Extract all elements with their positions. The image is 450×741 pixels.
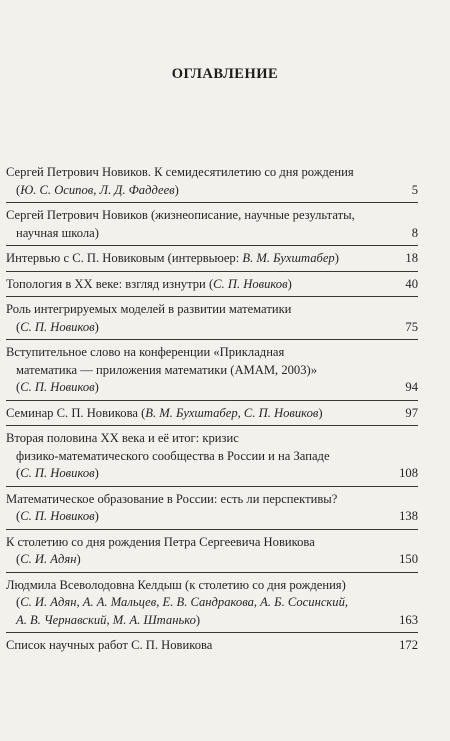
toc-entry[interactable] (6, 577, 418, 630)
toc-entry[interactable] (6, 637, 418, 655)
divider (6, 400, 418, 401)
toc-entry-continuation (6, 612, 378, 630)
toc-entry-continuation (6, 448, 378, 466)
toc-entry-text: ( (16, 552, 21, 566)
toc-entry-author: С. П. Новиков (20, 319, 95, 334)
toc-entry-text: ) (94, 380, 99, 394)
toc-entry-text: ) (318, 405, 323, 420)
toc-entry-title (6, 534, 378, 552)
toc-entry-title (6, 344, 378, 362)
toc-entry-text: Сергей Петрович Новиков (жизнеописание, научные результаты, (6, 208, 355, 222)
toc-entry[interactable] (6, 250, 418, 268)
divider (6, 271, 418, 272)
toc-entry-text: ) (174, 182, 179, 197)
toc-entry-title (6, 405, 378, 423)
toc-entry-continuation (6, 551, 378, 569)
toc-entry-author: С. П. Новиков (213, 276, 288, 291)
toc-entry-text: ( (16, 509, 21, 523)
toc-entry-author: С. П. Новиков (20, 466, 95, 480)
toc-entry-title (6, 207, 378, 225)
toc-entry-continuation (6, 362, 378, 380)
toc-page-number: 40 (405, 276, 418, 291)
toc-entry-text: ) (94, 319, 99, 334)
toc-page-number: 108 (399, 466, 418, 480)
toc-entry[interactable] (6, 276, 418, 294)
toc-page-number: 172 (399, 638, 418, 652)
divider (6, 632, 418, 633)
toc-entry-author: В. М. Бухштабер (242, 251, 335, 265)
toc-entry-text: Людмила Всеволодовна Келдыш (к столетию со дня рождения) (6, 577, 346, 592)
toc-page-number: 94 (405, 380, 418, 394)
toc-entry-continuation (6, 182, 378, 200)
toc-entry-text: Интервью с С. П. Новиковым (интервьюер: (6, 251, 243, 265)
toc-entry-text: К столетию со дня рождения Петра Сергеевича Новикова (6, 534, 315, 549)
toc-entry-title (6, 491, 378, 509)
toc-entry-continuation (6, 319, 378, 337)
toc-entry-text: ) (334, 251, 339, 265)
toc-entry-continuation (6, 225, 378, 243)
toc-entry-text: Сергей Петрович Новиков. К семидесятилетию со дня рождения (6, 165, 354, 179)
toc-entry[interactable] (6, 491, 418, 526)
toc-entry[interactable] (6, 301, 418, 336)
toc-entry-title (6, 637, 378, 655)
toc-entry[interactable] (6, 344, 418, 397)
divider (6, 529, 418, 530)
toc-entry-text: ( (16, 182, 21, 197)
page-title: ОГЛАВЛЕНИЕ (171, 66, 279, 82)
toc-entry-text: Семинар С. П. Новикова ( (6, 405, 146, 420)
toc-page-number: 5 (411, 182, 418, 197)
toc-page-number: 150 (399, 552, 418, 566)
toc-entry-title (6, 430, 378, 448)
toc-entry-text: ( (16, 466, 21, 480)
toc-entry-author: С. П. Новиков (20, 509, 95, 523)
toc-entry-text: математика — приложения математики (АМАМ, 2003)» (16, 362, 318, 377)
toc-entry-continuation (6, 465, 378, 483)
toc-entry-text: ( (16, 595, 21, 609)
divider (6, 486, 418, 487)
toc-entry-author: А. В. Чернавский, М. А. Штанько (16, 612, 196, 627)
toc-entry-author: С. П. Новиков (20, 380, 95, 394)
toc-entry-text: Роль интегрируемых моделей в развитии математики (6, 302, 292, 316)
toc-entry-text: ) (76, 552, 81, 566)
divider (6, 425, 418, 426)
table-of-contents (6, 164, 418, 655)
toc-entry-text: Математическое образование в России: есть ли перспективы? (6, 491, 338, 506)
toc-page-number: 8 (411, 225, 418, 240)
toc-page-number: 138 (399, 509, 418, 523)
toc-entry-text: ( (16, 319, 21, 334)
toc-entry-text: Список научных работ С. П. Новикова (6, 638, 213, 652)
toc-entry-author: С. И. Адян (20, 552, 77, 566)
toc-entry-author: В. М. Бухштабер, С. П. Новиков (145, 405, 319, 420)
toc-entry-text: ) (195, 612, 201, 627)
toc-page-number: 97 (405, 405, 418, 420)
toc-page-number: 163 (399, 612, 418, 627)
toc-entry-title (6, 164, 378, 182)
toc-page-number: 18 (405, 251, 418, 265)
toc-entry[interactable] (6, 207, 418, 242)
toc-page-number: 75 (405, 319, 418, 334)
toc-entry-text: Вторая половина XX века и её итог: кризис (6, 431, 239, 445)
toc-entry[interactable] (6, 430, 418, 483)
toc-entry-text: ) (94, 466, 99, 480)
toc-entry-text: Топология в XX веке: взгляд изнутри ( (6, 276, 214, 291)
toc-entry-continuation (6, 594, 378, 612)
divider (6, 245, 418, 246)
toc-entry[interactable] (6, 164, 418, 199)
divider (6, 202, 418, 203)
divider (6, 339, 418, 340)
toc-entry-title (6, 577, 378, 595)
toc-entry-text: ) (287, 276, 292, 291)
toc-entry-text: ) (94, 509, 99, 523)
toc-entry-text: Вступительное слово на конференции «Прикладная (6, 345, 285, 359)
toc-entry[interactable] (6, 405, 418, 423)
toc-entry[interactable] (6, 534, 418, 569)
divider (6, 296, 418, 297)
toc-entry-author: С. И. Адян, А. А. Мальцев, Е. В. Сандракова, А. Б. Сосинский, (20, 595, 349, 609)
toc-entry-author: Ю. С. Осипов, Л. Д. Фаддеев (20, 182, 175, 197)
toc-entry-title (6, 250, 378, 268)
toc-entry-continuation (6, 508, 378, 526)
toc-entry-title (6, 276, 378, 294)
toc-entry-title (6, 301, 378, 319)
divider (6, 572, 418, 573)
toc-entry-text: физико-математического сообщества в России и на Западе (16, 448, 330, 463)
toc-entry-text: научная школа) (16, 225, 99, 240)
toc-entry-text: ( (16, 380, 21, 394)
toc-entry-continuation (6, 379, 378, 397)
